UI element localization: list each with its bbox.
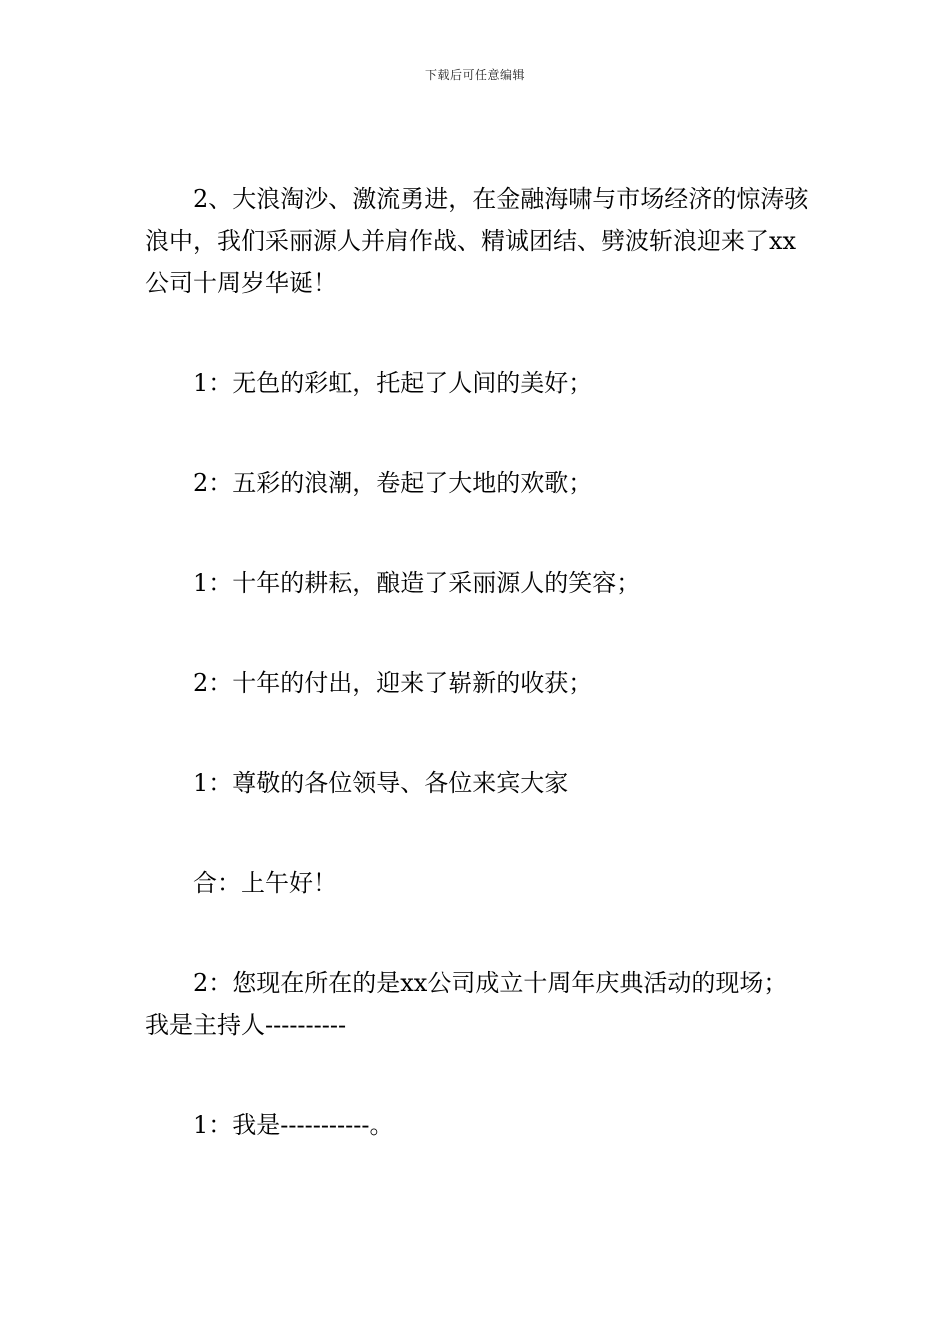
document-body — [145, 178, 810, 1146]
paragraph-9: 1：我是-----------。 — [193, 1111, 394, 1139]
paragraph-1: 2、大浪淘沙、激流勇进，在金融海啸与市场经济的惊涛骇浪中，我们采丽源人并肩作战、精诚团结、劈波斩浪迎来了xx公司十周岁华诞！ — [145, 185, 809, 297]
header-note: 下载后可任意编辑 — [424, 68, 525, 82]
paragraph-6: 1：尊敬的各位领导、各位来宾大家 — [193, 769, 569, 797]
paragraph-2: 1：无色的彩虹，托起了人间的美好； — [193, 369, 593, 397]
paragraph-3: 2：五彩的浪潮，卷起了大地的欢歌； — [193, 469, 593, 497]
paragraph-7: 合：上午好！ — [193, 869, 337, 897]
paragraph-4: 1：十年的耕耘，酿造了采丽源人的笑容； — [193, 569, 641, 597]
paragraph-5: 2：十年的付出，迎来了崭新的收获； — [193, 669, 593, 697]
paragraph-8: 2：您现在所在的是xx公司成立十周年庆典活动的现场；我是主持人---------- — [145, 969, 788, 1039]
